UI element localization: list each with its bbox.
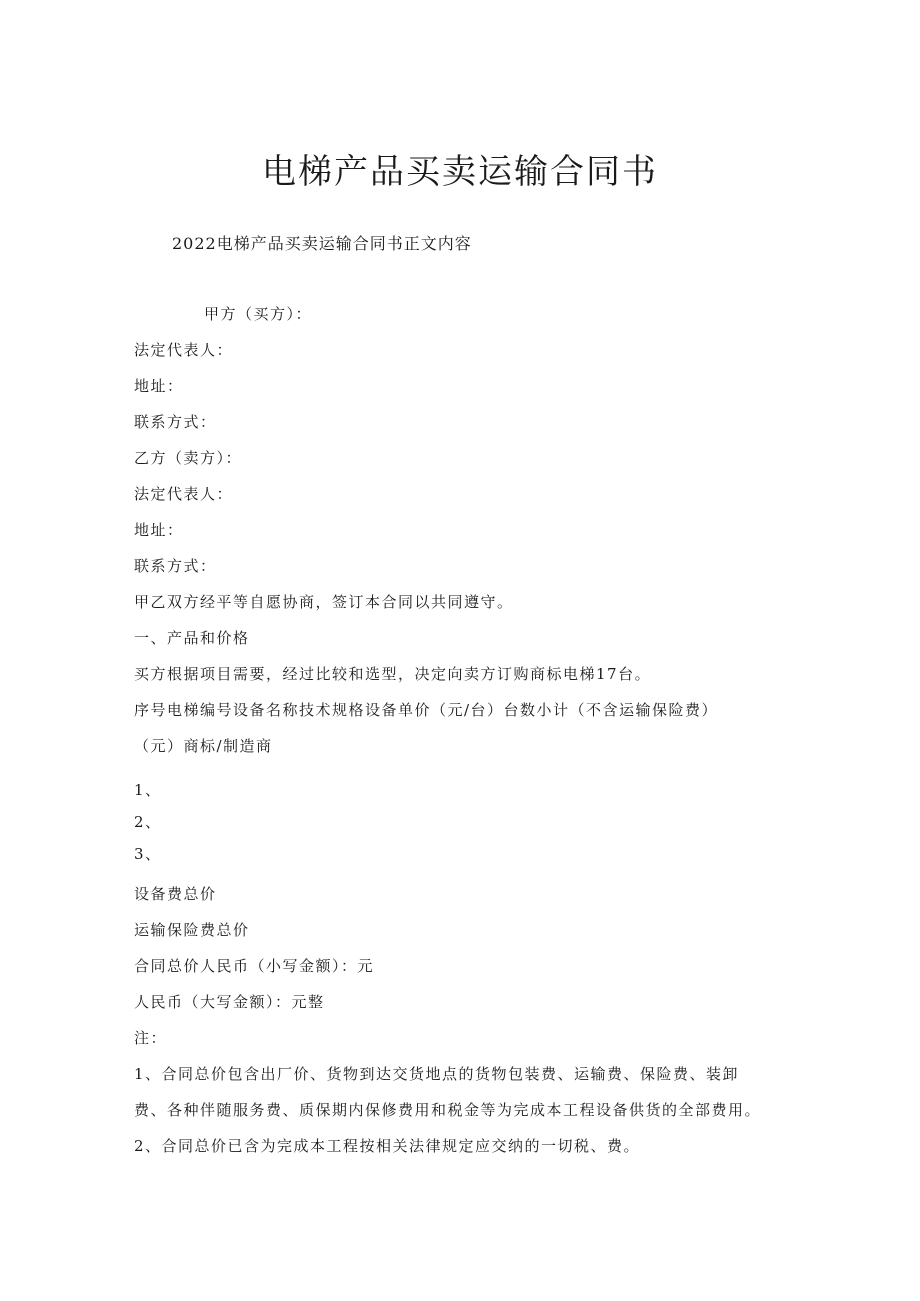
notes-label: 注：	[134, 1029, 168, 1047]
party-b-contact: 联系方式：	[134, 557, 217, 575]
party-b-label: 乙方（卖方）：	[134, 449, 243, 467]
item-row-2: 2、	[134, 813, 162, 831]
transport-insurance-total-label: 运输保险费总价	[134, 921, 250, 939]
document-subtitle: 2022电梯产品买卖运输合同书正文内容	[172, 234, 472, 253]
document-title: 电梯产品买卖运输合同书	[262, 152, 658, 192]
contract-total-lowercase: 合同总价人民币（小写金额）：元	[134, 957, 375, 975]
table-header-line-1: 序号电梯编号设备名称技术规格设备单价（元/台）台数小计（不含运输保险费）	[134, 701, 719, 719]
agreement-statement: 甲乙双方经平等自愿协商，签订本合同以共同遵守。	[134, 593, 514, 611]
party-a-representative: 法定代表人：	[134, 341, 234, 359]
section-heading-products: 一、产品和价格	[134, 629, 250, 647]
party-b-address: 地址：	[134, 521, 184, 539]
order-statement: 买方根据项目需要，经过比较和选型，决定向卖方订购商标电梯17台。	[134, 665, 652, 683]
item-row-1: 1、	[134, 781, 162, 799]
equipment-total-label: 设备费总价	[134, 885, 217, 903]
note-1-line-1: 1、合同总价包含出厂价、货物到达交货地点的货物包装费、运输费、保险费、装卸	[134, 1065, 740, 1083]
contract-total-uppercase: 人民币（大写金额）：元整	[134, 993, 325, 1011]
note-2: 2、合同总价已含为完成本工程按相关法律规定应交纳的一切税、费。	[134, 1137, 641, 1155]
party-b-representative: 法定代表人：	[134, 485, 234, 503]
party-a-address: 地址：	[134, 377, 184, 395]
note-1-line-2: 费、各种伴随服务费、质保期内保修费用和税金等为完成本工程设备供货的全部费用。	[134, 1101, 762, 1119]
party-a-label: 甲方（买方）：	[204, 305, 313, 323]
document-body	[134, 302, 794, 1170]
item-row-3: 3、	[134, 845, 162, 863]
party-a-contact: 联系方式：	[134, 413, 217, 431]
table-header-line-2: （元）商标/制造商	[134, 737, 273, 755]
